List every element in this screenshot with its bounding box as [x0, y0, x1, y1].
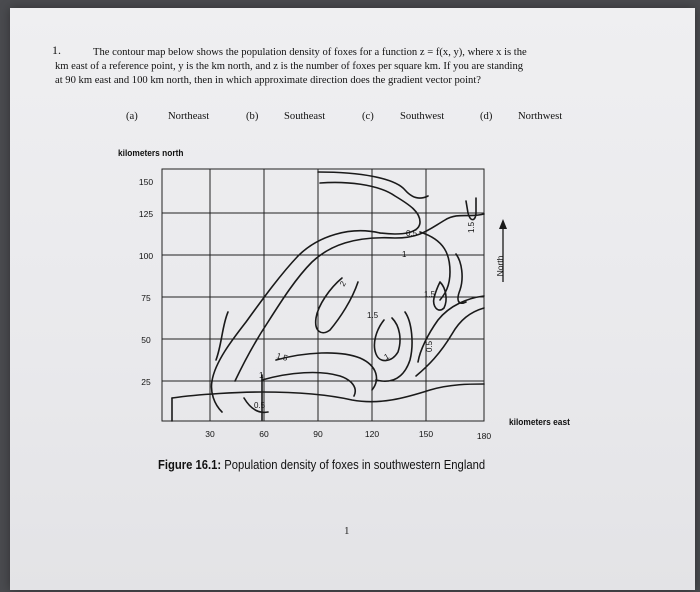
contour-curve	[466, 198, 476, 220]
figure-caption	[158, 458, 485, 472]
contour-label: 0.5	[406, 229, 418, 238]
choice-a-text: Northeast	[168, 111, 210, 122]
contour-curve	[172, 384, 484, 402]
figure-caption-text: Population density of foxes in southwestern England	[224, 458, 486, 472]
contour-curve	[216, 312, 228, 360]
contour-curve	[211, 231, 380, 412]
x-tick-label: 120	[364, 429, 380, 439]
x-tick-label: 90	[313, 429, 323, 439]
choice-d-text: Northwest	[518, 111, 563, 122]
contour-label: 1	[402, 250, 407, 259]
choice-d-letter: (d)	[480, 111, 493, 122]
question-line-1: The contour map below shows the population density of foxes for a function z = f(x, y), where x is the	[93, 47, 527, 58]
y-tick-label: 75	[141, 293, 151, 303]
contour-label: 2	[337, 279, 348, 288]
choice-b-letter: (b)	[246, 111, 259, 122]
north-arrow-head-icon	[499, 219, 507, 229]
y-tick-label: 25	[141, 377, 151, 387]
y-tick-label: 50	[141, 335, 151, 345]
contour-label: 1.5	[275, 351, 289, 363]
choice-b-text: Southeast	[284, 111, 326, 122]
y-tick-labels	[139, 177, 153, 387]
y-tick-label: 125	[138, 209, 154, 219]
choice-c-text: Southwest	[400, 111, 445, 122]
y-tick-label: 150	[138, 177, 154, 187]
y-tick-label: 100	[138, 251, 154, 261]
y-axis-label: kilometers north	[118, 148, 184, 159]
contour-curve	[456, 254, 466, 303]
x-axis-label: kilometers east	[509, 417, 570, 428]
north-arrow	[495, 219, 507, 282]
north-label: North	[495, 255, 505, 277]
x-tick-label: 180	[476, 431, 492, 441]
contour-label: 0.5	[254, 401, 266, 410]
question-line-3: at 90 km east and 100 km north, then in which approximate direction does the gradient vector point?	[55, 75, 481, 86]
contour-curve	[434, 282, 446, 310]
grid	[162, 169, 484, 421]
contour-curve	[276, 353, 376, 390]
x-tick-labels	[205, 429, 491, 441]
x-tick-label: 150	[418, 429, 434, 439]
contour-curve	[318, 172, 428, 198]
choice-c-letter: (c)	[362, 111, 374, 122]
contour-label: 1.5	[367, 311, 379, 320]
contour-label: 1.5	[424, 290, 436, 299]
question-line-2: km east of a reference point, y is the km north, and z is the number of foxes per square km. If you are standing	[55, 61, 524, 72]
page-number: 1	[344, 525, 350, 537]
figure-caption-label: Figure 16.1:	[158, 458, 222, 472]
x-tick-label: 60	[259, 429, 269, 439]
question-number: 1.	[52, 43, 61, 57]
contour-label: 1	[259, 371, 264, 380]
contour-label: 1.5	[467, 221, 476, 233]
choice-a-letter: (a)	[126, 111, 138, 122]
x-tick-label: 30	[205, 429, 215, 439]
contour-curve	[316, 278, 358, 333]
contour-label: 0.5	[425, 340, 434, 352]
contour-label: 1	[382, 351, 391, 362]
